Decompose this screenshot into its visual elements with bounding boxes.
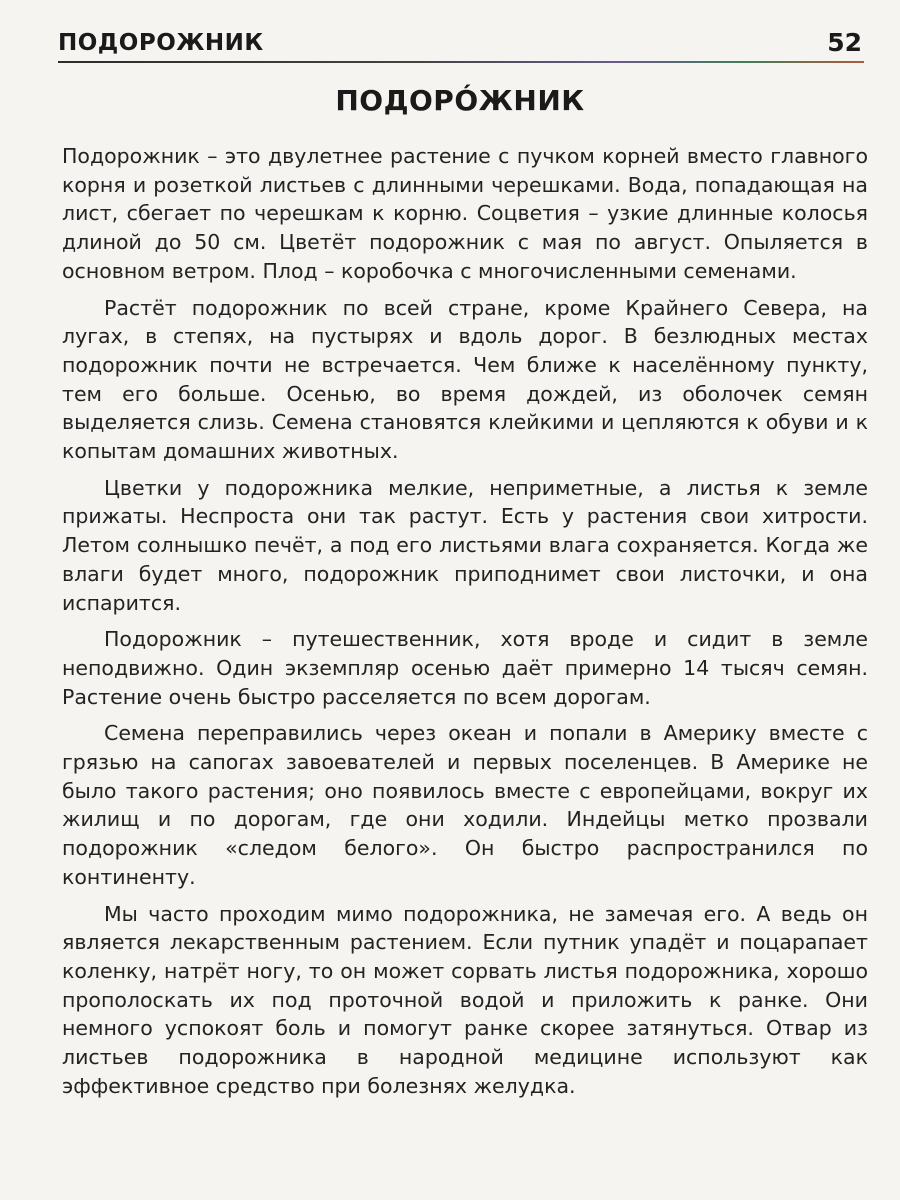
paragraph-4: Подорожник – путешественник, хотя вроде и сидит в земле неподвижно. Один экземпляр осенью даёт примерно 14 тысяч семян. Растение очень быстро расселяется по всем дорогам. — [62, 627, 868, 709]
running-title: ПОДОРОЖНИК — [58, 30, 264, 56]
paragraph-2: Растёт подорожник по всей стране, кроме Крайнего Севера, на лугах, в степях, на пустырях и вдоль дорог. В безлюдных местах подорожник почти не встречается. Чем ближе к населённому пункту, тем его больше. Осенью, во время дождей, из оболочек семян выделяется слизь. Семена становятся клейкими и цепляются к обуви и к копытам домашних животных. — [62, 295, 868, 464]
page-number: 52 — [827, 28, 862, 57]
paragraph-6: Мы часто проходим мимо подорожника, не замечая его. А ведь он является лекарственным растением. Если путник упадёт и поцарапает коленку, натрёт ногу, то он может сорвать листья подорожника, хорошо прополоскать их под проточной водой и приложить к ранке. Они немного успокоят боль и помогут ранке скорее затянуться. Отвар из листьев подорожника в народной медицине используют как эффективное средство при болезнях желудка. — [62, 901, 868, 1098]
article-body — [62, 142, 868, 1109]
running-header — [58, 30, 862, 60]
paragraph-1: Подорожник – это двулетнее растение с пучком корней вместо главного корня и розеткой листьев с длинными черешками. Вода, попадающая на лист, сбегает по черешкам к корню. Соцветия – узкие длинные колосья длиной до 50 см. Цветёт подорожник с мая по август. Опыляется в основном ветром. Плод – коробочка с многочисленными семенами. — [62, 144, 868, 283]
header-rule — [58, 61, 864, 63]
article-title: ПОДОРÓЖНИК — [335, 84, 585, 117]
paragraph-3: Цветки у подорожника мелкие, неприметные, а листья к земле прижаты. Неспроста они так растут. Есть у растения свои хитрости. Летом солнышко печёт, а под его листьями влага сохраняется. Когда же влаги будет много, подорожник приподнимет свои листочки, и она испарится. — [62, 475, 868, 615]
paragraph-5: Семена переправились через океан и попали в Америку вместе с грязью на сапогах завоевателей и первых поселенцев. В Америке не было такого растения; оно появилось вместе с европейцами, вокруг их жилищ и по дорогам, где они ходили. Индейцы метко прозвали подорожник «следом белого». Он быстро распространился по континенту. — [62, 721, 868, 889]
